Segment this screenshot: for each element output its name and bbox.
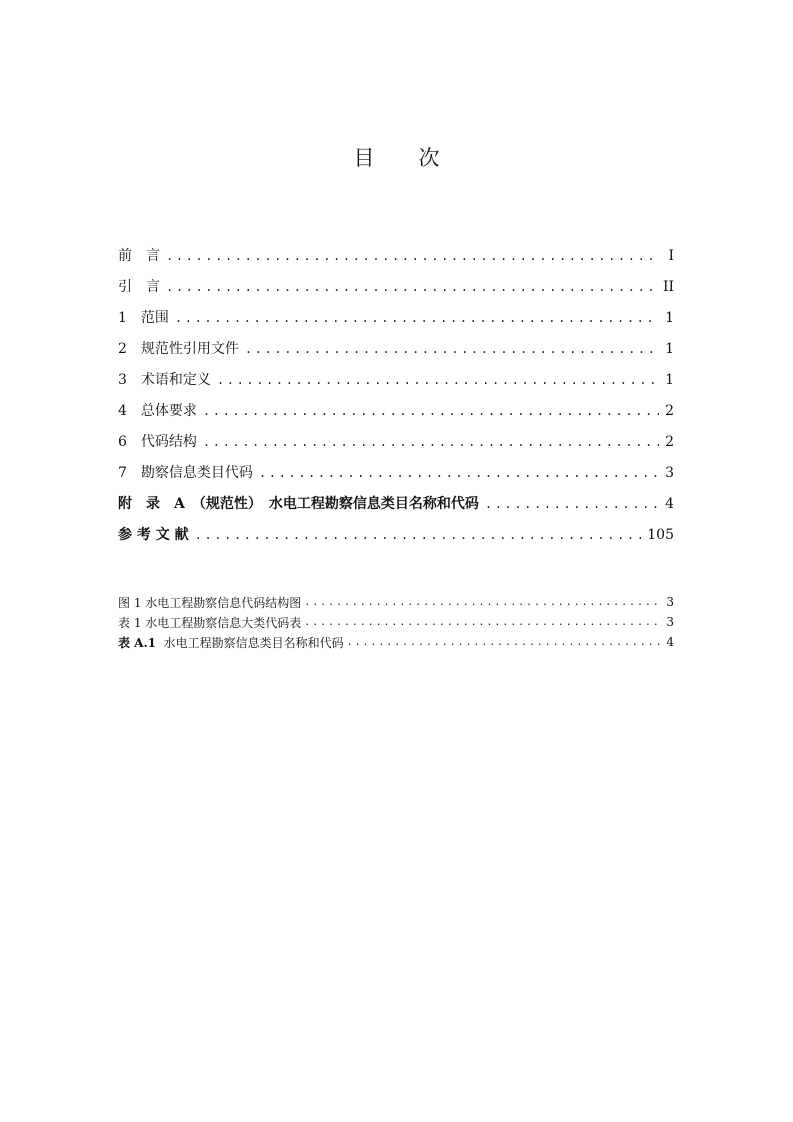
toc-entry-label: 参 考 文 献 bbox=[118, 526, 189, 543]
toc-leader-dots bbox=[203, 432, 659, 452]
toc-leader-dots bbox=[485, 494, 659, 514]
table-of-contents bbox=[118, 240, 674, 550]
toc-leader-dots bbox=[166, 246, 660, 266]
table-entry-label: 水电工程勘察信息大类代码表 bbox=[141, 615, 302, 630]
table-entry-prefix: 表 A.1 bbox=[118, 635, 157, 650]
table-entry-prefix: 表 1 bbox=[118, 615, 142, 630]
toc-entry-page: 3 bbox=[665, 464, 674, 481]
toc-entry-number: 4 bbox=[118, 402, 127, 419]
page-title-left: 目 bbox=[353, 146, 375, 170]
toc-entry-foreword[interactable] bbox=[118, 240, 674, 271]
toc-leader-dots bbox=[203, 401, 659, 421]
toc-entry-page: I bbox=[668, 247, 674, 264]
toc-entry-number: 7 bbox=[118, 464, 127, 481]
table-entry-page: 3 bbox=[666, 615, 674, 629]
toc-entry-page: 1 bbox=[665, 340, 674, 357]
toc-entry-label: 总体要求 bbox=[140, 402, 197, 419]
toc-leader-dots bbox=[175, 308, 659, 328]
toc-entry-number: 3 bbox=[118, 371, 127, 388]
table-leader-dots bbox=[347, 637, 664, 648]
list-of-figures-tables bbox=[118, 592, 674, 652]
toc-entry-normative-references[interactable] bbox=[118, 333, 674, 364]
toc-entry-introduction[interactable] bbox=[118, 271, 674, 302]
toc-leader-dots bbox=[195, 525, 642, 545]
figure-entry-prefix: 图 1 bbox=[118, 595, 142, 610]
page-title bbox=[0, 142, 793, 172]
toc-entry-label: 引 言 bbox=[118, 278, 160, 295]
toc-leader-dots bbox=[245, 339, 659, 359]
toc-entry-category-codes[interactable] bbox=[118, 457, 674, 488]
figure-leader-dots bbox=[304, 597, 663, 608]
toc-entry-label: 范围 bbox=[140, 309, 169, 326]
page-title-right: 次 bbox=[418, 146, 440, 170]
toc-entry-number: 2 bbox=[118, 340, 127, 357]
figure-entry-page: 3 bbox=[666, 595, 674, 609]
toc-entry-bibliography[interactable] bbox=[118, 519, 674, 550]
table-entry[interactable] bbox=[118, 612, 674, 632]
toc-entry-label: 前 言 bbox=[118, 247, 160, 264]
toc-entry-page: 2 bbox=[665, 433, 674, 450]
toc-entry-label: 勘察信息类目代码 bbox=[140, 464, 253, 481]
toc-entry-page: 2 bbox=[665, 402, 674, 419]
toc-entry-label: 附 录 A （规范性） 水电工程勘察信息类目名称和代码 bbox=[118, 495, 479, 512]
toc-entry-appendix-a[interactable] bbox=[118, 488, 674, 519]
toc-entry-scope[interactable] bbox=[118, 302, 674, 333]
toc-entry-page: 1 bbox=[665, 309, 674, 326]
table-entry-appendix[interactable] bbox=[118, 632, 674, 652]
toc-entry-page: 1 bbox=[665, 371, 674, 388]
toc-entry-page: 4 bbox=[665, 495, 674, 512]
toc-entry-page: II bbox=[662, 278, 674, 295]
toc-leader-dots bbox=[259, 463, 659, 483]
toc-entry-page: 105 bbox=[647, 526, 674, 543]
figure-entry-label: 水电工程勘察信息代码结构图 bbox=[141, 595, 302, 610]
toc-entry-label: 代码结构 bbox=[140, 433, 197, 450]
table-entry-page: 4 bbox=[666, 635, 674, 649]
toc-entry-label: 规范性引用文件 bbox=[140, 340, 239, 357]
toc-entry-label: 术语和定义 bbox=[140, 371, 211, 388]
table-leader-dots bbox=[304, 617, 663, 628]
figure-entry[interactable] bbox=[118, 592, 674, 612]
toc-leader-dots bbox=[166, 277, 657, 297]
toc-entry-terms[interactable] bbox=[118, 364, 674, 395]
toc-entry-number: 1 bbox=[118, 309, 127, 326]
toc-entry-code-structure[interactable] bbox=[118, 426, 674, 457]
toc-entry-general-requirements[interactable] bbox=[118, 395, 674, 426]
table-entry-label: 水电工程勘察信息类目名称和代码 bbox=[156, 635, 344, 650]
toc-entry-number: 6 bbox=[118, 433, 127, 450]
toc-leader-dots bbox=[217, 370, 659, 390]
